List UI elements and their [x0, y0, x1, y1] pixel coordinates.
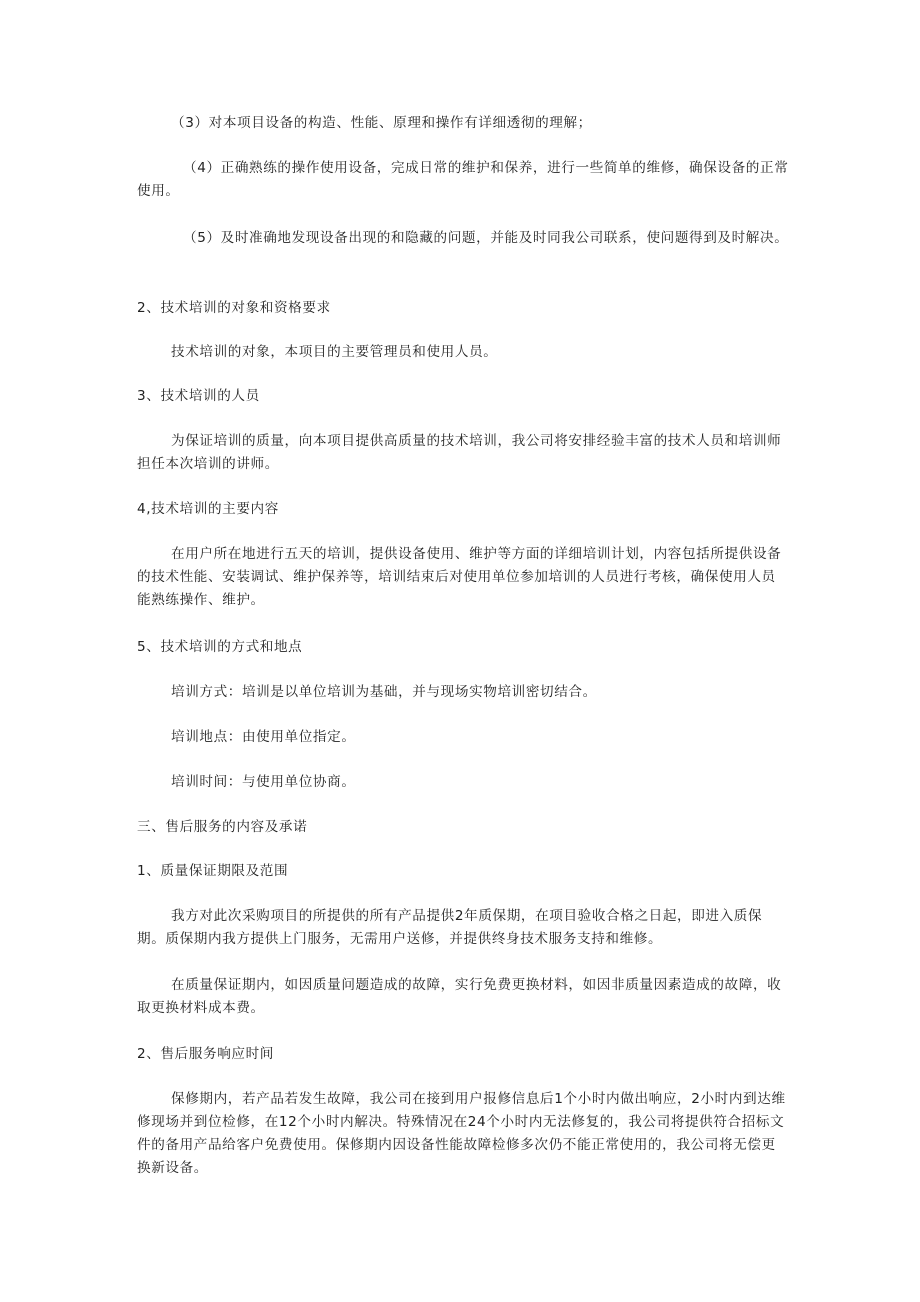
item-3-understanding: （3）对本项目设备的构造、性能、原理和操作有详细透彻的理解； [171, 115, 592, 131]
response-time-heading: 2、售后服务响应时间 [137, 1046, 274, 1062]
warranty-body-1: 我方对此次采购项目的所提供的所有产品提供2年质保期，在项目验收合格之日起，即进入质保期。质保期内我方提供上门服务，无需用户送修，并提供终身技术服务支持和维修。 [137, 908, 763, 947]
section-4-body: 在用户所在地进行五天的培训，提供设备使用、维护等方面的详细培训计划，内容包括所提供设备的技术性能、安装调试、维护保养等，培训结束后对使用单位参加培训的人员进行考核，确保使用人员能熟练操作、维护。 [137, 546, 782, 608]
after-sales-heading: 三、售后服务的内容及承诺 [137, 819, 308, 835]
section-3-body: 为保证培训的质量，向本项目提供高质量的技术培训，我公司将安排经验丰富的技术人员和培训师担任本次培训的讲师。 [137, 433, 782, 472]
item-4-operation: （4）正确熟练的操作使用设备，完成日常的维护和保养，进行一些简单的维修，确保设备的正常使用。 [137, 160, 789, 199]
warranty-heading: 1、质量保证期限及范围 [137, 863, 289, 879]
training-method: 培训方式：培训是以单位培训为基础，并与现场实物培训密切结合。 [171, 684, 597, 700]
response-time-body: 保修期内，若产品若发生故障，我公司在接到用户报修信息后1个小时内做出响应，2小时内到达维修现场并到位检修，在12个小时内解决。特殊情况在24个小时内无法修复的，我公司将提供符合招标文件的备用产品给客户免费使用。保修期内因设备性能故障检修多次仍不能正常使用的，我公司将无偿更换新设备。 [137, 1091, 786, 1176]
section-5-heading: 5、技术培训的方式和地点 [137, 639, 303, 655]
section-2-heading: 2、技术培训的对象和资格要求 [137, 300, 331, 316]
section-4-heading: 4,技术培训的主要内容 [137, 501, 279, 517]
warranty-body-2: 在质量保证期内，如因质量问题造成的故障，实行免费更换材料，如因非质量因素造成的故障，收取更换材料成本费。 [137, 977, 782, 1016]
training-time: 培训时间：与使用单位协商。 [171, 774, 356, 790]
item-5-troubleshooting: （5）及时准确地发现设备出现的和隐藏的问题，并能及时同我公司联系，使问题得到及时解决。 [183, 230, 789, 246]
section-3-heading: 3、技术培训的人员 [137, 388, 260, 404]
training-location: 培训地点：由使用单位指定。 [171, 729, 356, 745]
section-2-body: 技术培训的对象，本项目的主要管理员和使用人员。 [171, 344, 498, 360]
